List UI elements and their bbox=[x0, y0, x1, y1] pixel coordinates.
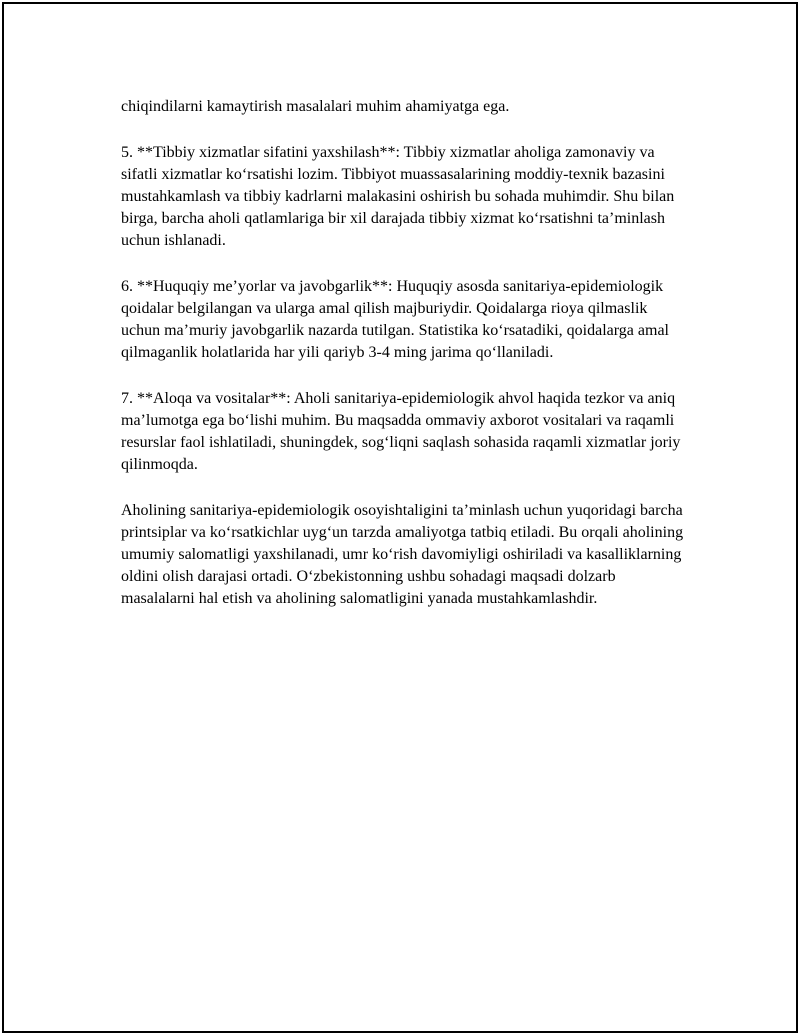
paragraph-conclusion: Aholining sanitariya-epidemiologik osoyishtaligini taʼminlash uchun yuqoridagi barcha printsiplar va koʻrsatkichlar uygʻun tarzda amaliyotga tatbiq etiladi. Bu orqali aholining umumiy salomatligi yaxshilanadi, umr koʻrish davomiyligi oshiriladi va kasalliklarning oldini olish darajasi ortadi. Oʻzbekistonning ushbu sohadagi maqsadi dolzarb masalalarni hal etish va aholining salomatligini yanada mustahkamlashdir. bbox=[121, 502, 684, 607]
document-body bbox=[121, 96, 686, 634]
paragraph-continuation: chiqindilarni kamaytirish masalalari muhim ahamiyatga ega. bbox=[121, 98, 510, 115]
paragraph-item-6: 6. **Huquqiy meʼyorlar va javobgarlik**: Huquqiy asosda sanitariya-epidemiologik qoidalar belgilangan va ularga amal qilish majburiydir. Qoidalarga rioya qilmaslik uchun maʼmuriy javobgarlik nazarda tutilgan. Statistika koʻrsatadiki, qoidalarga amal qilmaganlik holatlarida har yili qariyb 3-4 ming jarima qoʻllaniladi. bbox=[121, 278, 669, 361]
paragraph-item-5: 5. **Tibbiy xizmatlar sifatini yaxshilash**: Tibbiy xizmatlar aholiga zamonaviy va sifatli xizmatlar koʻrsatishi lozim. Tibbiyot muassasalarining moddiy-texnik bazasini mustahkamlash va tibbiy kadrlarni malakasini oshirish bu sohada muhimdir. Shu bilan birga, barcha aholi qatlamlariga bir xil darajada tibbiy xizmat koʻrsatishni taʼminlash uchun ishlanadi. bbox=[121, 144, 675, 249]
page-frame bbox=[2, 2, 798, 1033]
paragraph-item-7: 7. **Aloqa va vositalar**: Aholi sanitariya-epidemiologik ahvol haqida tezkor va aniq maʼlumotga ega boʻlishi muhim. Bu maqsadda ommaviy axborot vositalari va raqamli resurslar faol ishlatiladi, shuningdek, sogʻliqni saqlash sohasida raqamli xizmatlar joriy qilinmoqda. bbox=[121, 390, 681, 473]
